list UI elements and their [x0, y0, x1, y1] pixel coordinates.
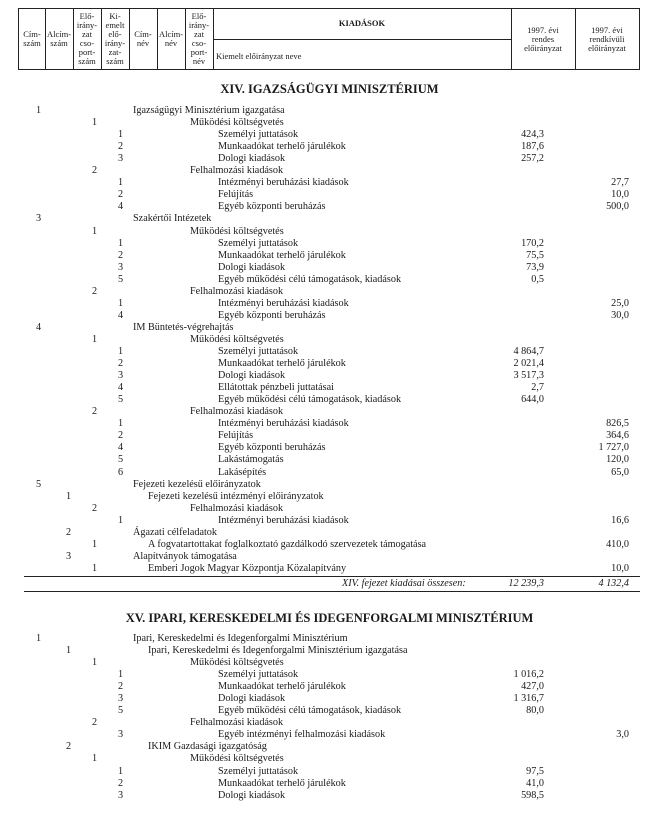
table-row [0, 479, 659, 491]
total-rendes: 12 239,3 [508, 578, 544, 589]
row-code: 5 [118, 705, 124, 716]
table-row [0, 382, 659, 394]
row-code: 1 [66, 491, 72, 502]
table-row [0, 741, 659, 753]
total-line-top [24, 576, 640, 577]
row-label: Alapítványok támogatása [133, 551, 237, 562]
row-label: Felhalmozási kiadások [190, 717, 284, 728]
total-row [0, 578, 659, 590]
row-label: Ágazati célfeladatok [133, 527, 217, 538]
rendkivuli-value: 10,0 [611, 563, 629, 574]
row-label: Egyéb központi beruházás [218, 201, 326, 212]
rendkivuli-value: 500,0 [606, 201, 629, 212]
row-label: Dologi kiadások [218, 153, 286, 164]
table-header [18, 8, 640, 70]
table-row [0, 527, 659, 539]
table-row [0, 177, 659, 189]
row-label: Egyéb működési célú támogatások, kiadások [218, 274, 402, 285]
row-code: 5 [118, 274, 124, 285]
rendkivuli-value: 25,0 [611, 298, 629, 309]
rendes-value: 97,5 [526, 766, 544, 777]
row-label: Munkaadókat terhelő járulékok [218, 681, 346, 692]
row-code: 3 [66, 551, 72, 562]
rendes-value: 170,2 [521, 238, 544, 249]
header-rendes-eloiranyzat: 1997. évi rendes előirányzat [511, 9, 576, 69]
row-label: Személyi juttatások [218, 238, 299, 249]
rendes-value: 257,2 [521, 153, 544, 164]
rendkivuli-value: 410,0 [606, 539, 629, 550]
row-label: Lakásépítés [218, 467, 267, 478]
rendkivuli-value: 1 727,0 [598, 442, 629, 453]
row-code: 6 [118, 467, 124, 478]
row-code: 3 [118, 790, 124, 801]
header-alcimnev: Alcím- név [157, 9, 186, 69]
row-label: Lakástámogatás [218, 454, 284, 465]
row-code: 4 [118, 201, 124, 212]
table-row [0, 201, 659, 213]
table-row [0, 790, 659, 802]
row-label: A fogvatartottakat foglalkoztató gazdálkodó szervezetek támogatása [148, 539, 427, 550]
row-label: Személyi juttatások [218, 129, 299, 140]
table-row [0, 778, 659, 790]
row-label: Személyi juttatások [218, 346, 299, 357]
rendes-value: 1 316,7 [513, 693, 544, 704]
row-label: Működési költségvetés [190, 334, 284, 345]
row-code: 2 [92, 406, 98, 417]
row-label: Munkaadókat terhelő járulékok [218, 778, 346, 789]
row-code: 2 [118, 358, 124, 369]
rendkivuli-value: 364,6 [606, 430, 629, 441]
row-code: 1 [118, 238, 124, 249]
total-line-bottom [24, 591, 640, 592]
table-row [0, 141, 659, 153]
table-row [0, 467, 659, 479]
table-row [0, 334, 659, 346]
row-code: 1 [118, 298, 124, 309]
row-code: 1 [118, 418, 124, 429]
row-code: 5 [36, 479, 42, 490]
table-row [0, 105, 659, 117]
row-label: Emberi Jogok Magyar Központja Közalapítvány [148, 563, 347, 574]
row-label: Fejezeti kezelésű intézményi előirányzatok [148, 491, 324, 502]
table-row [0, 189, 659, 201]
row-label: Egyéb központi beruházás [218, 442, 326, 453]
row-label: Intézményi beruházási kiadások [218, 298, 349, 309]
row-code: 4 [118, 442, 124, 453]
rendkivuli-value: 826,5 [606, 418, 629, 429]
table-row [0, 563, 659, 575]
rendes-value: 2 021,4 [513, 358, 544, 369]
table-row [0, 238, 659, 250]
row-code: 1 [92, 563, 98, 574]
table-row [0, 515, 659, 527]
row-code: 3 [118, 729, 124, 740]
row-code: 4 [36, 322, 42, 333]
row-label: Működési költségvetés [190, 657, 284, 668]
row-label: Működési költségvetés [190, 226, 284, 237]
table-row [0, 669, 659, 681]
rendes-value: 80,0 [526, 705, 544, 716]
header-alcimszam: Alcím- szám [45, 9, 74, 69]
row-code: 1 [36, 105, 42, 116]
table-row [0, 539, 659, 551]
table-row [0, 418, 659, 430]
table-row [0, 645, 659, 657]
table-row [0, 491, 659, 503]
row-label: Ipari, Kereskedelmi és Idegenforgalmi Minisztérium igazgatása [148, 645, 408, 656]
row-label: Fejezeti kezelésű előirányzatok [133, 479, 261, 490]
table-row [0, 310, 659, 322]
rendkivuli-value: 16,6 [611, 515, 629, 526]
table-row [0, 406, 659, 418]
table-row [0, 693, 659, 705]
row-label: Személyi juttatások [218, 766, 299, 777]
table-row [0, 753, 659, 765]
row-label: Munkaadókat terhelő járulékok [218, 141, 346, 152]
table-row [0, 454, 659, 466]
rendkivuli-value: 30,0 [611, 310, 629, 321]
table-row [0, 298, 659, 310]
table-row [0, 551, 659, 563]
row-label: Dologi kiadások [218, 370, 286, 381]
row-code: 2 [118, 141, 124, 152]
row-label: Dologi kiadások [218, 693, 286, 704]
row-label: Dologi kiadások [218, 790, 286, 801]
table-row [0, 442, 659, 454]
section-title: XV. IPARI, KERESKEDELMI ÉS IDEGENFORGALMI MINISZTÉRIUM [125, 611, 534, 625]
row-code: 1 [92, 226, 98, 237]
rendes-value: 75,5 [526, 250, 544, 261]
row-label: Felújítás [218, 189, 254, 200]
rendes-value: 73,9 [526, 262, 544, 273]
row-code: 2 [118, 430, 124, 441]
total-label: XIV. fejezet kiadásai összesen: [342, 578, 466, 589]
row-label: Munkaadókat terhelő járulékok [218, 250, 346, 261]
row-label: Ipari, Kereskedelmi és Idegenforgalmi Minisztérium [133, 633, 348, 644]
header-divider [213, 39, 511, 40]
row-label: Felújítás [218, 430, 254, 441]
table-row [0, 322, 659, 334]
row-label: Intézményi beruházási kiadások [218, 177, 349, 188]
row-label: Egyéb működési célú támogatások, kiadások [218, 705, 402, 716]
rendes-value: 424,3 [521, 129, 544, 140]
table-row [0, 394, 659, 406]
row-code: 5 [118, 394, 124, 405]
section-title: XIV. IGAZSÁGÜGYI MINISZTÉRIUM [220, 82, 439, 96]
row-code: 2 [92, 503, 98, 514]
header-kiadasok-title: KIADÁSOK [338, 18, 386, 28]
rendes-value: 3 517,3 [513, 370, 544, 381]
header-cimszam: Cím- szám [19, 9, 46, 69]
row-label: IKIM Gazdasági igazgatóság [148, 741, 267, 752]
row-code: 2 [118, 681, 124, 692]
row-label: Egyéb központi beruházás [218, 310, 326, 321]
header-kiadasok [213, 9, 512, 69]
row-code: 1 [118, 766, 124, 777]
header-kiemelt-nev: Kiemelt előirányzat neve [216, 51, 302, 61]
table-row [0, 717, 659, 729]
rendkivuli-value: 27,7 [611, 177, 629, 188]
table-row [0, 657, 659, 669]
table-row [0, 729, 659, 741]
table-row [0, 165, 659, 177]
row-code: 2 [66, 741, 72, 752]
rendes-value: 427,0 [521, 681, 544, 692]
row-code: 5 [118, 454, 124, 465]
header-kiemelt-eloiranyzat-szam: Ki- emelt elő- irány- zat- szám [101, 9, 130, 69]
rendes-value: 2,7 [531, 382, 544, 393]
row-code: 1 [36, 633, 42, 644]
table-row [0, 117, 659, 129]
row-label: Ellátottak pénzbeli juttatásai [218, 382, 334, 393]
header-eloiranyzat-csoport-szam: Elő- irány- zat cso- port- szám [73, 9, 102, 69]
row-label: Intézményi beruházási kiadások [218, 515, 349, 526]
row-code: 1 [118, 346, 124, 357]
table-row [0, 370, 659, 382]
row-label: Felhalmozási kiadások [190, 503, 284, 514]
row-code: 1 [118, 515, 124, 526]
row-label: Felhalmozási kiadások [190, 165, 284, 176]
row-code: 4 [118, 382, 124, 393]
row-code: 1 [118, 669, 124, 680]
row-label: Személyi juttatások [218, 669, 299, 680]
table-row [0, 503, 659, 515]
rendes-value: 41,0 [526, 778, 544, 789]
total-rendkivuli: 4 132,4 [598, 578, 629, 589]
row-code: 1 [92, 334, 98, 345]
table-row [0, 226, 659, 238]
rendes-value: 4 864,7 [513, 346, 544, 357]
row-label: Egyéb intézményi felhalmozási kiadások [218, 729, 386, 740]
table-row [0, 286, 659, 298]
row-label: Működési költségvetés [190, 117, 284, 128]
rendkivuli-value: 120,0 [606, 454, 629, 465]
table-row [0, 153, 659, 165]
row-code: 2 [118, 250, 124, 261]
row-label: IM Büntetés-végrehajtás [133, 322, 234, 333]
table-row [0, 129, 659, 141]
table-row [0, 213, 659, 225]
table-row [0, 705, 659, 717]
table-row [0, 346, 659, 358]
rendes-value: 1 016,2 [513, 669, 544, 680]
rendes-value: 187,6 [521, 141, 544, 152]
rendes-value: 644,0 [521, 394, 544, 405]
rendes-value: 0,5 [531, 274, 544, 285]
table-row [0, 430, 659, 442]
row-code: 3 [118, 370, 124, 381]
rendkivuli-value: 10,0 [611, 189, 629, 200]
row-label: Szakértői Intézetek [133, 213, 212, 224]
header-cimnev: Cím- név [129, 9, 158, 69]
row-code: 1 [118, 129, 124, 140]
row-label: Dologi kiadások [218, 262, 286, 273]
table-row [0, 358, 659, 370]
row-label: Felhalmozási kiadások [190, 286, 284, 297]
row-code: 3 [118, 153, 124, 164]
rendkivuli-value: 65,0 [611, 467, 629, 478]
row-label: Egyéb működési célú támogatások, kiadások [218, 394, 402, 405]
row-label: Igazságügyi Minisztérium igazgatása [133, 105, 285, 116]
row-code: 2 [118, 778, 124, 789]
row-code: 3 [118, 693, 124, 704]
row-label: Munkaadókat terhelő járulékok [218, 358, 346, 369]
row-code: 2 [92, 165, 98, 176]
header-eloiranyzat-csoport-nev: Elő- irány- zat cso- port- név [185, 9, 214, 69]
row-code: 2 [118, 189, 124, 200]
header-rendkivuli-eloiranyzat: 1997. évi rendkívüli előirányzat [588, 24, 626, 53]
table-row [0, 262, 659, 274]
table-row [0, 766, 659, 778]
row-code: 1 [66, 645, 72, 656]
row-code: 1 [92, 753, 98, 764]
table-row [0, 681, 659, 693]
table-row [0, 274, 659, 286]
table-row [0, 633, 659, 645]
table-row [0, 250, 659, 262]
row-code: 2 [92, 717, 98, 728]
row-code: 3 [118, 262, 124, 273]
row-code: 3 [36, 213, 42, 224]
row-label: Intézményi beruházási kiadások [218, 418, 349, 429]
row-code: 4 [118, 310, 124, 321]
row-label: Működési költségvetés [190, 753, 284, 764]
row-label: Felhalmozási kiadások [190, 406, 284, 417]
row-code: 1 [92, 539, 98, 550]
row-code: 2 [66, 527, 72, 538]
row-code: 1 [92, 657, 98, 668]
row-code: 1 [118, 177, 124, 188]
rendkivuli-value: 3,0 [616, 729, 629, 740]
row-code: 1 [92, 117, 98, 128]
row-code: 2 [92, 286, 98, 297]
rendes-value: 598,5 [521, 790, 544, 801]
